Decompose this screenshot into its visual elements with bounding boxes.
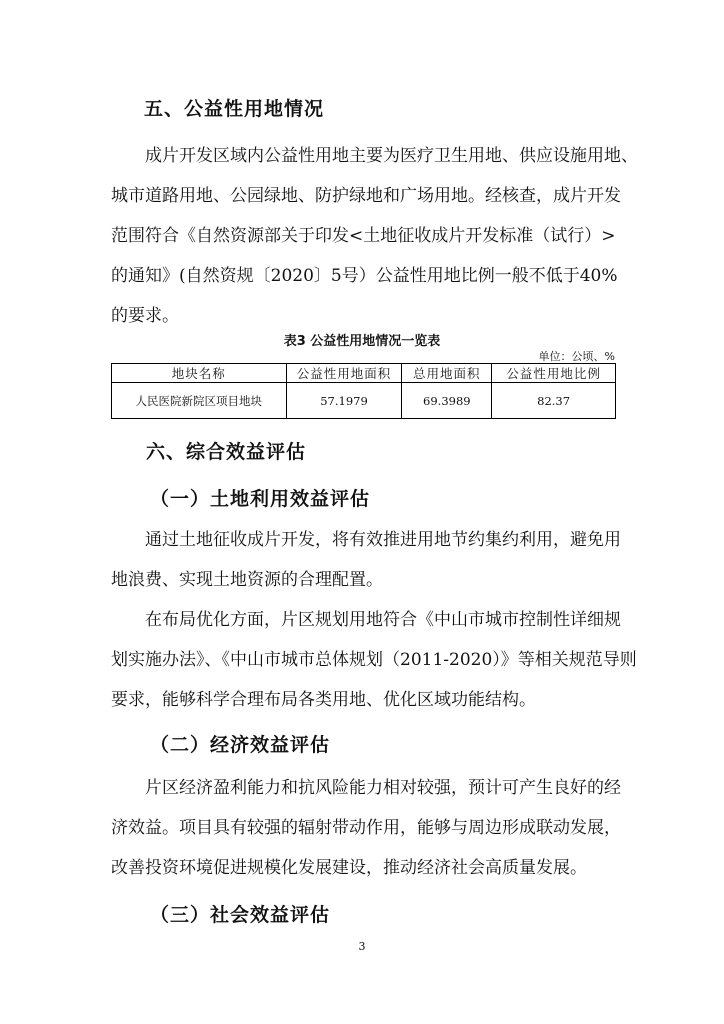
cell-plot-name: 人民医院新院区项目地块	[112, 383, 287, 419]
column-header-public-area: 公益性用地面积	[286, 364, 402, 383]
subsection1-heading: （一）土地利用效益评估	[150, 488, 371, 510]
table-header-row	[112, 364, 616, 383]
subsection2-heading: （二）经济效益评估	[150, 734, 331, 756]
paragraph-line: 济效益。项目具有较强的辐射带动作用，能够与周边形成联动发展，	[111, 818, 621, 838]
column-header-public-ratio: 公益性用地比例	[492, 364, 616, 383]
column-header-total-area: 总用地面积	[402, 364, 492, 383]
section6-heading: 六、综合效益评估	[146, 441, 307, 463]
paragraph-line: 成片开发区域内公益性用地主要为医疗卫生用地、供应设施用地、	[145, 146, 638, 166]
subsection1-paragraph1	[111, 520, 621, 600]
cell-public-area: 57.1979	[286, 383, 402, 419]
paragraph-line: 通过土地征收成片开发，将有效推进用地节约集约利用，避免用	[145, 530, 621, 550]
public-land-table	[111, 363, 616, 419]
table-caption: 表3 公益性用地情况一览表	[283, 334, 441, 349]
cell-public-ratio: 82.37	[492, 383, 616, 419]
subsection2-paragraph	[111, 768, 621, 888]
paragraph-line: 地浪费、实现土地资源的合理配置。	[111, 570, 383, 590]
subsection3-heading: （三）社会效益评估	[150, 904, 331, 926]
column-header-plot-name: 地块名称	[112, 364, 287, 383]
paragraph-line: 城市道路用地、公园绿地、防护绿地和广场用地。经核查，成片开发	[111, 186, 621, 206]
table-row	[112, 383, 616, 419]
cell-total-area: 69.3989	[402, 383, 492, 419]
paragraph-line: 划实施办法》、《中山市城市总体规划（2011-2020）》等相关规范导则	[111, 650, 637, 670]
paragraph-line: 在布局优化方面，片区规划用地符合《中山市城市控制性详细规	[145, 610, 621, 630]
paragraph-line: 的通知》(自然资规〔2020〕5号）公益性用地比例一般不低于40%	[111, 266, 618, 286]
paragraph-line: 的要求。	[111, 306, 179, 326]
page-number: 3	[358, 940, 366, 953]
table-unit: 单位：公顷、%	[538, 350, 615, 363]
paragraph-line: 范围符合《自然资源部关于印发<土地征收成片开发标准（试行）>	[111, 226, 616, 246]
section5-paragraph	[111, 136, 638, 336]
subsection1-paragraph2	[111, 600, 637, 720]
section5-heading: 五、公益性用地情况	[144, 98, 325, 120]
paragraph-line: 改善投资环境促进规模化发展建设，推动经济社会高质量发展。	[111, 858, 587, 878]
paragraph-line: 要求，能够科学合理布局各类用地、优化区域功能结构。	[111, 690, 536, 710]
paragraph-line: 片区经济盈利能力和抗风险能力相对较强，预计可产生良好的经	[145, 778, 621, 798]
